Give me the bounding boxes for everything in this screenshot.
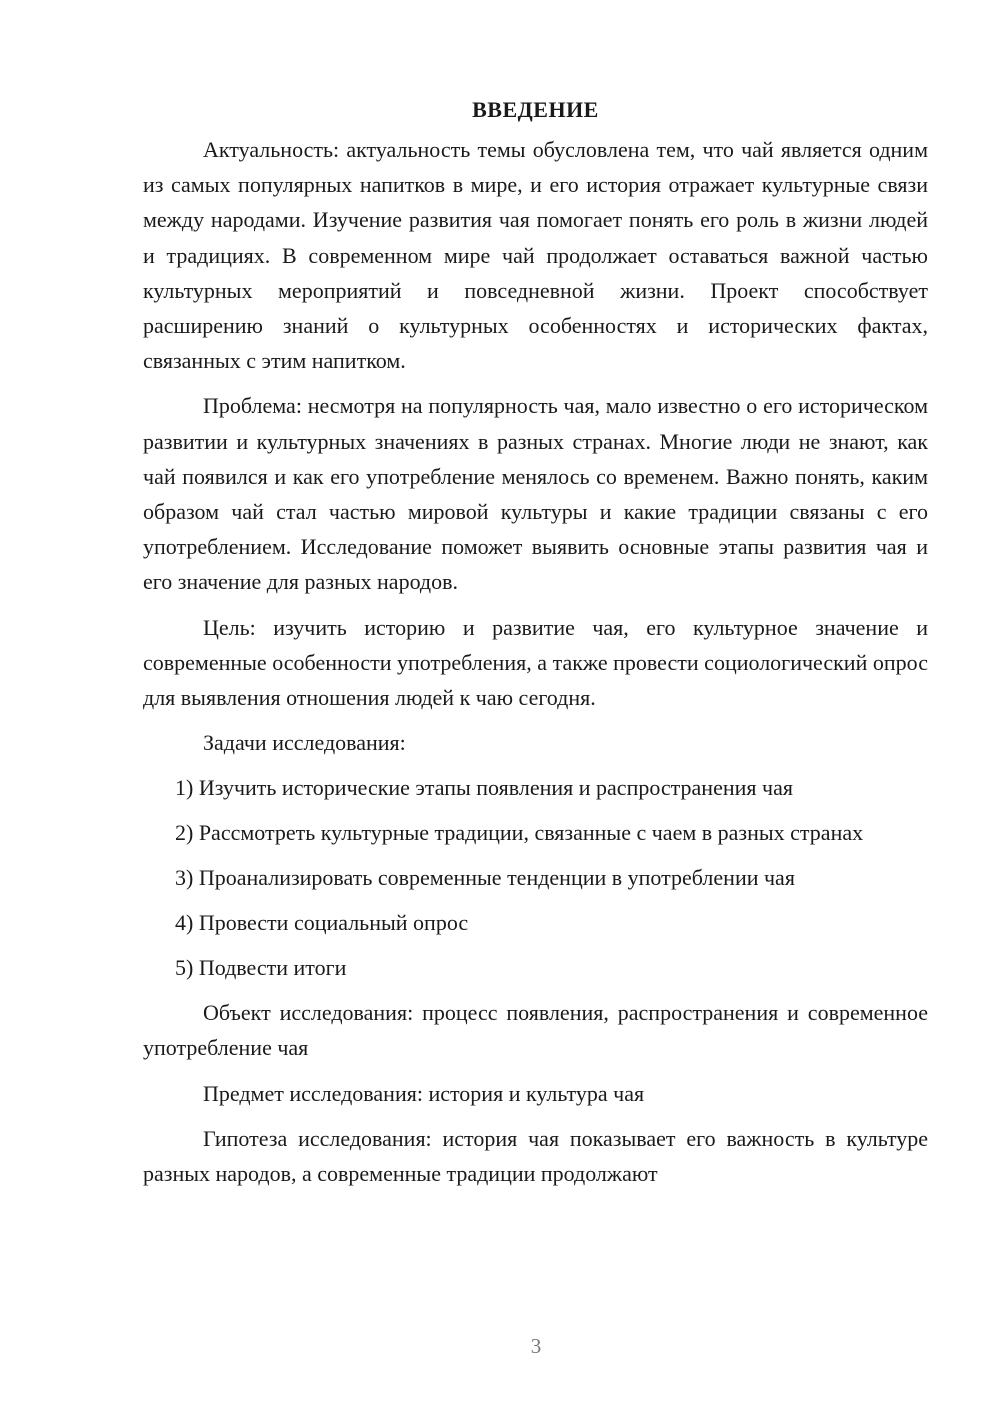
- tasks-heading: Задачи исследования:: [203, 730, 406, 756]
- object-paragraph: Объект исследования: процесс появления, распространения и современное употребление чая: [143, 1000, 928, 1061]
- task-item: 3) Проанализировать современные тенденции в употреблении чая: [175, 865, 795, 891]
- hypothesis-paragraph: Гипотеза исследования: история чая показывает его важность в культуре разных народов, а современные традиции продолжают: [143, 1125, 928, 1187]
- task-item: 2) Рассмотреть культурные традиции, связанные с чаем в разных странах: [175, 820, 864, 846]
- page-number: 3: [530, 1334, 542, 1358]
- task-item: 4) Провести социальный опрос: [175, 910, 469, 936]
- goal-paragraph: Цель: изучить историю и развитие чая, его культурное значение и современные особенности употребления, а также провести социологический опрос для выявления отношения людей к чаю сегодня.: [143, 614, 928, 711]
- subject-paragraph: Предмет исследования: история и культура чая: [203, 1080, 645, 1106]
- task-item: 1) Изучить исторические этапы появления и распространения чая: [175, 775, 793, 801]
- relevance-paragraph: Актуальность: актуальность темы обусловлена тем, что чай является одним из самых популярных напитков в мире, и его история отражает культурные связи между народами. Изучение развития чая помогает понять его роль в жизни людей и традициях. В современном мире чай продолжает оставаться важной частью культурных мероприятий и повседневной жизни. Проект способствует расширению знаний о культурных особенностях и исторических фактах, связанных с этим напитком.: [143, 137, 928, 374]
- problem-paragraph: Проблема: несмотря на популярность чая, мало известно о его историческом развитии и культурных значениях в разных странах. Многие люди не знают, как чай появился и как его употребление менялось со временем. Важно понять, каким образом чай стал частью мировой культуры и какие традиции связаны с его употреблением. Исследование поможет выявить основные этапы развития чая и его значение для разных народов.: [143, 393, 928, 595]
- document-page: [143, 92, 928, 1201]
- task-item: 5) Подвести итоги: [175, 955, 347, 981]
- section-title: ВВЕДЕНИЕ: [472, 97, 599, 122]
